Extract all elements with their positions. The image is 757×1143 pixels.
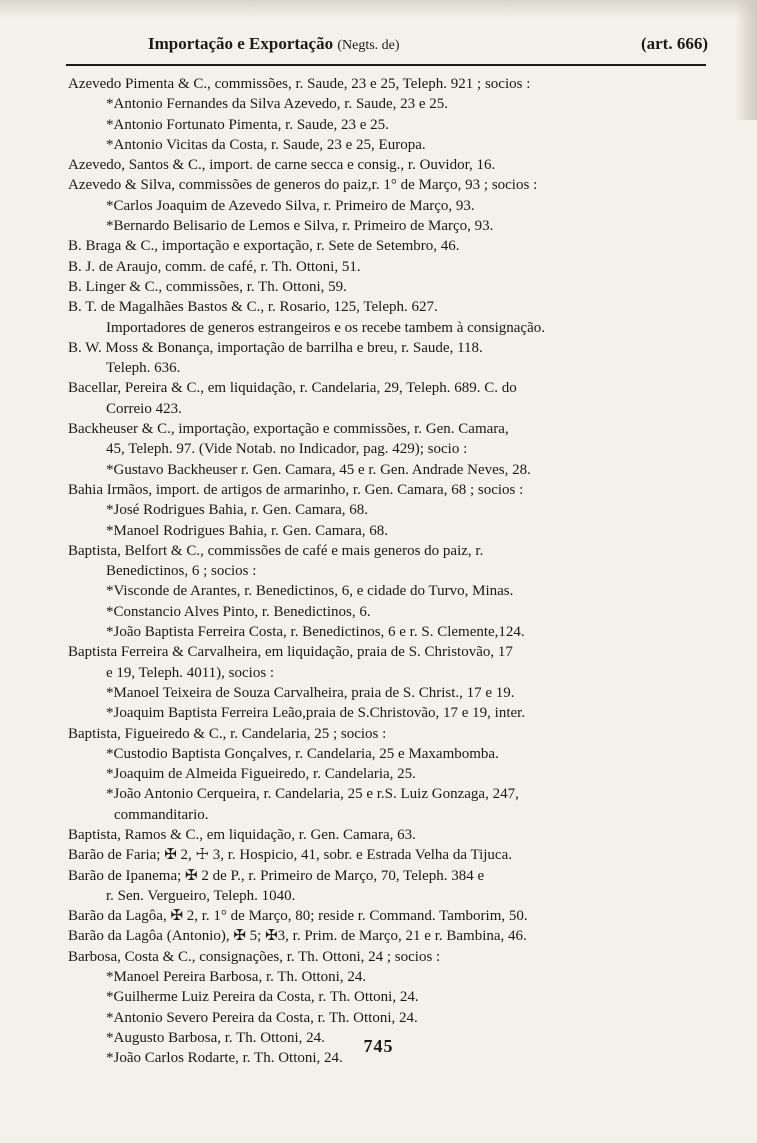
partner-line: *Antonio Severo Pereira da Costa, r. Th. Ottoni, 24. — [106, 1009, 418, 1026]
entry-line: Azevedo Pimenta & C., commissões, r. Saude, 23 e 25, Teleph. 921 ; socios : — [68, 76, 531, 92]
partner-line: *Manoel Teixeira de Souza Carvalheira, praia de S. Christ., 17 e 19. — [106, 684, 515, 701]
partner-line: *Joaquim Baptista Ferreira Leão,praia de S.Christovão, 17 e 19, inter. — [106, 705, 526, 722]
partner-line: *José Rodrigues Bahia, r. Gen. Camara, 68. — [106, 502, 369, 519]
partner-line: *Gustavo Backheuser r. Gen. Camara, 45 e r. Gen. Andrade Neves, 28. — [106, 461, 531, 478]
entry-line: Baptista, Figueiredo & C., r. Candelaria, 25 ; socios : — [68, 725, 387, 742]
partner-line: *Visconde de Arantes, r. Benedictinos, 6, e cidade do Turvo, Minas. — [106, 583, 514, 600]
partner-line: *Antonio Fernandes da Silva Azevedo, r. Saude, 23 e 25. — [106, 96, 449, 113]
continuation-line: commanditario. — [114, 806, 209, 823]
entry-line: B. Braga & C., importação e exportação, r. Sete de Setembro, 46. — [68, 238, 460, 255]
partner-line: *Bernardo Belisario de Lemos e Silva, r. Primeiro de Março, 93. — [106, 218, 494, 235]
continuation-line: Importadores de generos estrangeiros e os recebe tambem à consignação. — [106, 319, 545, 336]
partner-line: *Antonio Vicitas da Costa, r. Saude, 23 e 25, Europa. — [106, 136, 426, 153]
continuation-line: Teleph. 636. — [106, 360, 181, 377]
continuation-line: r. Sen. Vergueiro, Teleph. 1040. — [106, 887, 296, 904]
entry-line: B. Linger & C., commissões, r. Th. Ottoni, 59. — [68, 278, 347, 295]
entry-line: Bacellar, Pereira & C., em liquidação, r. Candelaria, 29, Teleph. 689. C. do — [68, 380, 517, 397]
partner-line: *João Carlos Rodarte, r. Th. Ottoni, 24. — [106, 1050, 343, 1067]
continuation-line: 45, Teleph. 97. (Vide Notab. no Indicador, pag. 429); socio : — [106, 441, 468, 458]
partner-line: *Guilherme Luiz Pereira da Costa, r. Th. Ottoni, 24. — [106, 989, 419, 1006]
partner-line: *Joaquim de Almeida Figueiredo, r. Candelaria, 25. — [106, 766, 416, 783]
running-header — [148, 34, 708, 60]
article-number: (art. 666) — [640, 34, 708, 53]
partner-line: *Augusto Barbosa, r. Th. Ottoni, 24. — [106, 1029, 325, 1046]
entry-list — [68, 74, 700, 1069]
partner-line: *Manoel Rodrigues Bahia, r. Gen. Camara, 68. — [106, 522, 389, 539]
entry-line: Barão de Ipanema; ✠ 2 de P., r. Primeiro de Março, 70, Teleph. 384 e — [68, 867, 485, 884]
partner-line: *João Baptista Ferreira Costa, r. Benedictinos, 6 e r. S. Clemente,124. — [106, 624, 525, 641]
continuation-line: Benedictinos, 6 ; socios : — [106, 563, 257, 580]
partner-line: *Carlos Joaquim de Azevedo Silva, r. Primeiro de Março, 93. — [106, 197, 475, 214]
continuation-line: e 19, Teleph. 4011), socios : — [106, 664, 275, 681]
entry-line: B. T. de Magalhães Bastos & C., r. Rosario, 125, Teleph. 627. — [68, 299, 438, 316]
entry-line: B. W. Moss & Bonança, importação de barrilha e breu, r. Saude, 118. — [68, 339, 483, 356]
entry-line: Azevedo & Silva, commissões de generos do paiz,r. 1° de Março, 93 ; socios : — [68, 177, 538, 194]
entry-line: Baptista Ferreira & Carvalheira, em liquidação, praia de S. Christovão, 17 — [68, 644, 513, 661]
entry-line: Barão da Lagôa, ✠ 2, r. 1° de Março, 80; reside r. Command. Tamborim, 50. — [68, 908, 528, 925]
scan-edge-right — [735, 0, 757, 120]
section-title — [148, 34, 400, 54]
entry-line: Azevedo, Santos & C., import. de carne secca e consig., r. Ouvidor, 16. — [68, 157, 496, 174]
header-rule — [66, 64, 706, 66]
entry-line: Backheuser & C., importação, exportação e commissões, r. Gen. Camara, — [68, 421, 509, 438]
entry-line: Baptista, Ramos & C., em liquidação, r. Gen. Camara, 63. — [68, 826, 416, 843]
entry-line: Barão de Faria; ✠ 2, ☩ 3, r. Hospicio, 41, sobr. e Estrada Velha da Tijuca. — [68, 847, 513, 864]
entry-line: Baptista, Belfort & C., commissões de café e mais generos do paiz, r. — [68, 542, 484, 559]
section-title-text: Importação e Exportação — [148, 34, 334, 53]
scan-edge-top — [0, 0, 757, 18]
partner-line: *Constancio Alves Pinto, r. Benedictinos, 6. — [106, 603, 371, 620]
entry-line: Bahia Irmãos, import. de artigos de armarinho, r. Gen. Camara, 68 ; socios : — [68, 481, 524, 498]
partner-line: *Antonio Fortunato Pimenta, r. Saude, 23 e 25. — [106, 116, 389, 133]
continuation-line: Correio 423. — [106, 400, 182, 417]
partner-line: *Custodio Baptista Gonçalves, r. Candelaria, 25 e Maxambomba. — [106, 745, 499, 762]
entry-line: Barbosa, Costa & C., consignações, r. Th. Ottoni, 24 ; socios : — [68, 948, 441, 965]
page-number: 745 — [363, 1036, 394, 1056]
entry-line: Barão da Lagôa (Antonio), ✠ 5; ✠3, r. Prim. de Março, 21 e r. Bambina, 46. — [68, 928, 527, 945]
entry-line: B. J. de Araujo, comm. de café, r. Th. Ottoni, 51. — [68, 258, 361, 275]
partner-line: *João Antonio Cerqueira, r. Candelaria, 25 e r.S. Luiz Gonzaga, 247, — [106, 786, 519, 803]
partner-line: *Manoel Pereira Barbosa, r. Th. Ottoni, 24. — [106, 969, 367, 986]
section-title-note: (Negts. de) — [337, 38, 400, 53]
